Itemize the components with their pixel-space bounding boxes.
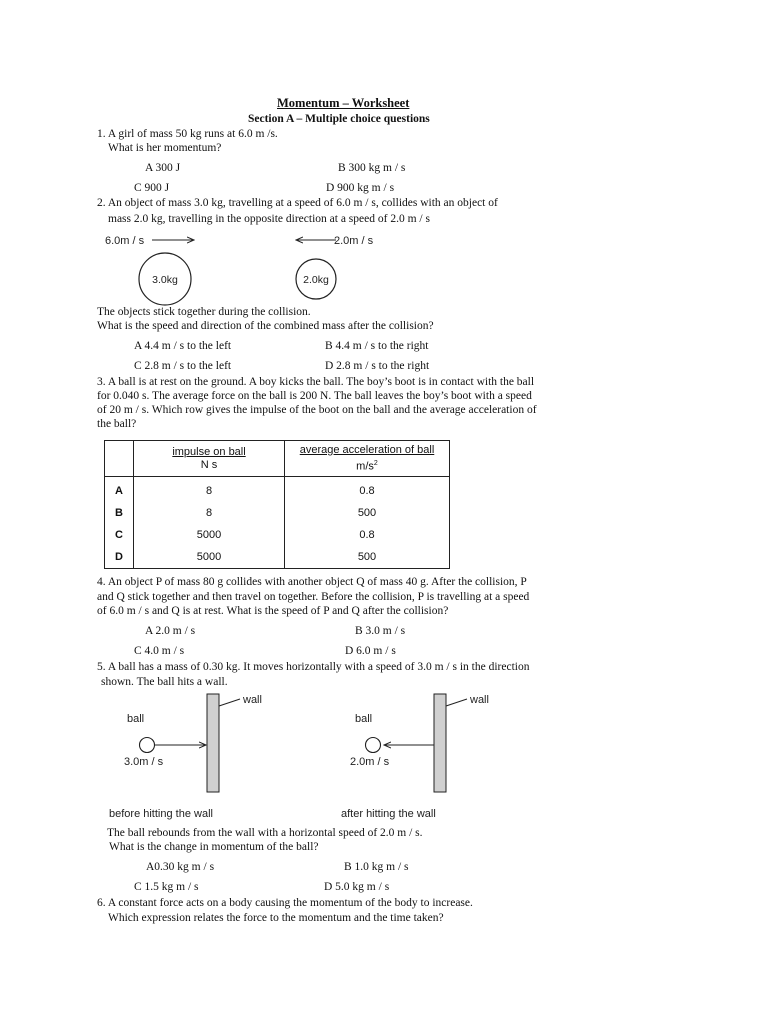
q2-stem-line1: 2. An object of mass 3.0 kg, travelling at a speed of 6.0 m / s, collides with an object of	[97, 197, 498, 209]
q2-right-mass-label: 2.0kg	[303, 274, 329, 286]
q2-stem-line3: The objects stick together during the collision.	[97, 306, 311, 318]
impulse-cell: 5000	[134, 546, 285, 569]
table-header-impulse	[134, 441, 285, 477]
q5-before-ball-label: ball	[127, 713, 145, 725]
q2-option-c: C 2.8 m / s to the left	[134, 360, 232, 372]
page-title: Momentum – Worksheet	[277, 96, 410, 110]
q4-option-b: B 3.0 m / s	[355, 625, 406, 637]
q3-stem-line2: for 0.040 s. The average force on the ball is 200 N. The ball leaves the boy’s boot with a speed	[97, 390, 532, 402]
q4-stem-line3: of 6.0 m / s and Q is at rest. What is the speed of P and Q after the collision?	[97, 605, 449, 617]
table-row	[105, 477, 450, 503]
accel-unit-superscript: 2	[373, 459, 378, 467]
impulse-unit: N s	[200, 458, 218, 471]
q3-stem-line3: of 20 m / s. Which row gives the impulse of the boot on the ball and the average acceleration of	[97, 404, 537, 416]
row-label: A	[105, 477, 134, 503]
q1-option-d: D 900 kg m / s	[326, 182, 395, 194]
q2-stem-line2: mass 2.0 kg, travelling in the opposite direction at a speed of 2.0 m / s	[108, 213, 430, 225]
q1-option-a: A 300 J	[145, 162, 181, 174]
table-header-accel	[285, 441, 450, 477]
accel-cell: 0.8	[285, 477, 450, 503]
q5-after-caption: after hitting the wall	[341, 808, 436, 820]
impulse-heading: impulse on ball	[172, 445, 246, 458]
q1-stem-line1: 1. A girl of mass 50 kg runs at 6.0 m /s.	[97, 128, 278, 140]
q3-answer-table	[104, 440, 450, 569]
q5-before-speed-label: 3.0m / s	[124, 756, 164, 768]
impulse-cell: 8	[134, 502, 285, 524]
q4-option-c: C 4.0 m / s	[134, 645, 185, 657]
q5-stem-line2: shown. The ball hits a wall.	[101, 676, 228, 688]
q2-option-d: D 2.8 m / s to the right	[325, 360, 430, 372]
q5-stem-line3: The ball rebounds from the wall with a horizontal speed of 2.0 m / s.	[107, 827, 423, 839]
q5-stem-line1: 5. A ball has a mass of 0.30 kg. It moves horizontally with a speed of 3.0 m / s in the direction	[97, 661, 530, 673]
accel-cell: 500	[285, 502, 450, 524]
q5-after-wall-leader	[446, 699, 467, 706]
impulse-cell: 5000	[134, 524, 285, 546]
q4-option-a: A 2.0 m / s	[145, 625, 196, 637]
accel-cell: 0.8	[285, 524, 450, 546]
q5-after-wall	[434, 694, 446, 792]
row-label: B	[105, 502, 134, 524]
q4-option-d: D 6.0 m / s	[345, 645, 396, 657]
q5-before-wall-leader	[219, 699, 240, 706]
accel-heading: average acceleration of ball	[299, 443, 435, 456]
q2-option-a: A 4.4 m / s to the left	[134, 340, 232, 352]
q5-before-caption: before hitting the wall	[109, 808, 213, 820]
q5-before-ball	[140, 738, 155, 753]
q1-option-b: B 300 kg m / s	[338, 162, 406, 174]
q5-option-b: B 1.0 kg m / s	[344, 861, 409, 873]
q5-after-ball-label: ball	[355, 713, 373, 725]
q5-stem-line4: What is the change in momentum of the ball?	[109, 841, 319, 853]
q1-stem-line2: What is her momentum?	[108, 142, 222, 154]
accel-cell: 500	[285, 546, 450, 569]
q5-after-wall-label: wall	[470, 694, 489, 706]
q6-stem-line1: 6. A constant force acts on a body causing the momentum of the body to increase.	[97, 897, 473, 909]
section-heading: Section A – Multiple choice questions	[248, 113, 430, 125]
table-header-blank	[105, 441, 134, 477]
table-header-row	[105, 441, 450, 477]
q2-right-speed-label: 2.0m / s	[334, 235, 374, 247]
q5-after-ball	[366, 738, 381, 753]
q2-option-b: B 4.4 m / s to the right	[325, 340, 429, 352]
q5-option-c: C 1.5 kg m / s	[134, 881, 199, 893]
q1-option-c: C 900 J	[134, 182, 170, 194]
q3-stem-line4: the ball?	[97, 418, 137, 430]
q2-stem-line4: What is the speed and direction of the combined mass after the collision?	[97, 320, 434, 332]
row-label: D	[105, 546, 134, 569]
table-row	[105, 502, 450, 524]
table-row	[105, 546, 450, 569]
q3-stem-line1: 3. A ball is at rest on the ground. A boy kicks the ball. The boy’s boot is in contact with the ball	[97, 376, 535, 388]
q6-stem-line2: Which expression relates the force to the momentum and the time taken?	[108, 912, 444, 924]
q2-left-mass-label: 3.0kg	[152, 274, 178, 286]
q5-wall-diagram	[0, 688, 768, 823]
q5-after-speed-label: 2.0m / s	[350, 756, 390, 768]
impulse-cell: 8	[134, 477, 285, 503]
q5-before-wall	[207, 694, 219, 792]
q5-before-wall-label: wall	[243, 694, 262, 706]
row-label: C	[105, 524, 134, 546]
q4-stem-line2: and Q stick together and then travel on together. Before the collision, P is travelling at a speed	[97, 591, 530, 603]
accel-unit: m/s	[356, 460, 374, 473]
q2-left-speed-label: 6.0m / s	[105, 235, 145, 247]
q5-option-a: A0.30 kg m / s	[146, 861, 215, 873]
q4-stem-line1: 4. An object P of mass 80 g collides with another object Q of mass 40 g. After the collision, P	[97, 576, 527, 588]
table-row	[105, 524, 450, 546]
q5-option-d: D 5.0 kg m / s	[324, 881, 390, 893]
